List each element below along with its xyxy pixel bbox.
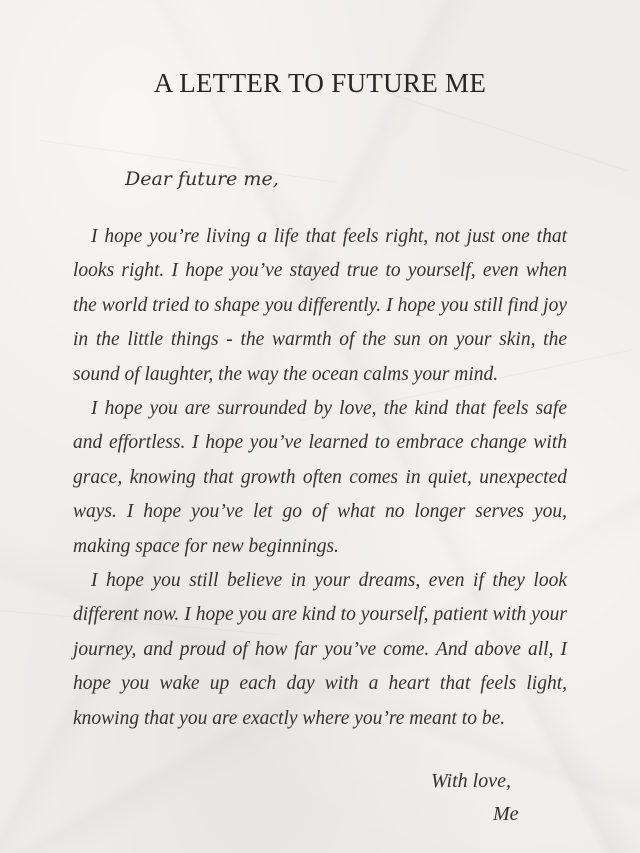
signature: Me xyxy=(493,803,519,825)
paper-crease xyxy=(380,90,628,171)
salutation: Dear future me, xyxy=(125,168,279,190)
letter-title: A LETTER TO FUTURE ME xyxy=(153,68,487,98)
letter-paragraph: I hope you still believe in your dreams, even if they look different now. I hope you are kind to yourself, patient with your journey, and proud of how far you’ve come. And above all, I hope you wake up each day with a heart that feels light, knowing that you are exactly where you’re meant to be. xyxy=(73,570,567,729)
letter-body xyxy=(73,220,567,736)
letter-paragraph: I hope you are surrounded by love, the kind that feels safe and effortless. I hope you’ve learned to embrace change with grace, knowing that growth often comes in quiet, unexpected ways. I hope you’ve let go of what no longer serves you, making space for new beginnings. xyxy=(73,398,567,557)
letter-paragraph: I hope you’re living a life that feels right, not just one that looks right. I hope you’ve stayed true to yourself, even when the world tried to shape you differently. I hope you still find joy in the little things - the warmth of the sun on your skin, the sound of laughter, the way the ocean calms your mind. xyxy=(73,226,567,385)
closing: With love, xyxy=(431,770,511,792)
